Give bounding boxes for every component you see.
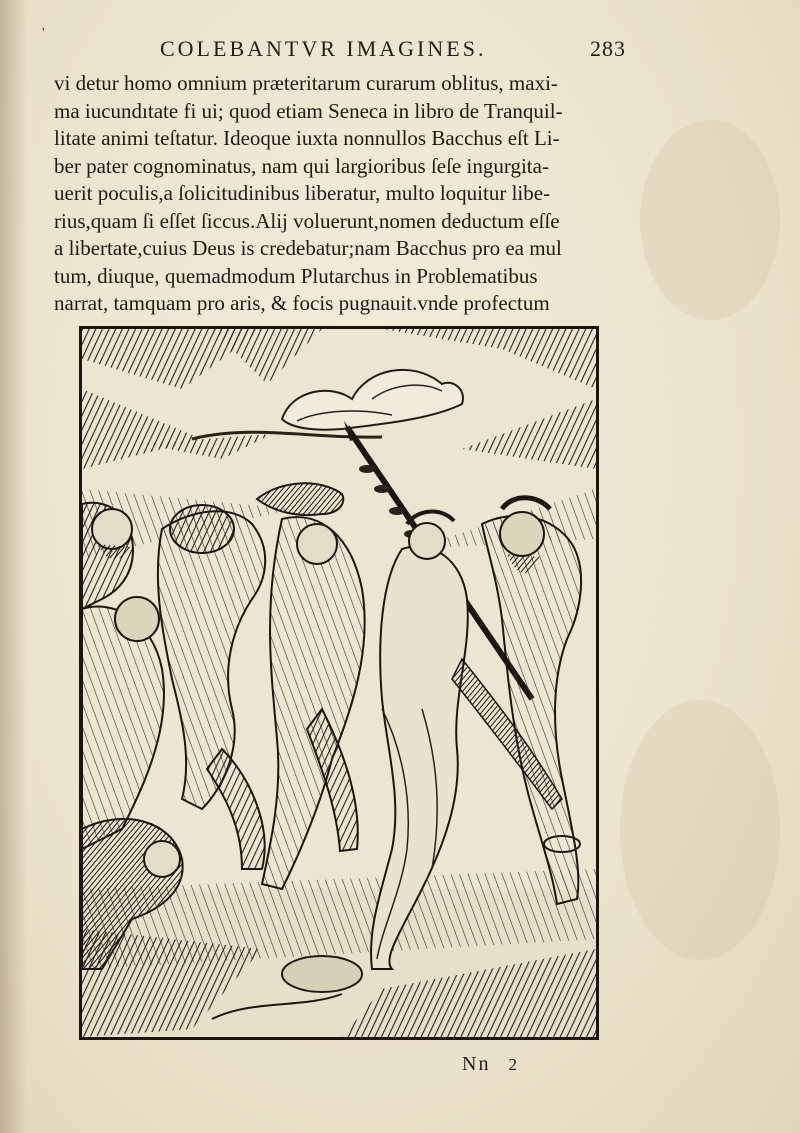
page-number: 283	[590, 36, 626, 61]
signature-number: 2	[508, 1055, 519, 1074]
signature-mark	[462, 1053, 519, 1076]
body-text	[54, 70, 634, 318]
text-line: ber pater cognominatus, nam qui largioribus ſeſe ingurgita-	[54, 153, 549, 178]
text-line: uerit poculis,a ſolicitudinibus liberatur, multo loquitur libe-	[54, 181, 551, 205]
paper-stain	[620, 700, 780, 960]
margin-mark: '	[42, 26, 45, 41]
signature-letters: Nn	[462, 1053, 491, 1075]
text-line: litate animi teſtatur. Ideoque iuxta nonnullos Bacchus eſt Li-	[54, 126, 560, 150]
page-gutter-shadow	[0, 0, 28, 1133]
paper-stain	[640, 120, 780, 320]
text-line: ma iucundıtate fi ui; quod etiam Seneca in libro de Tranquil-	[54, 98, 563, 123]
bacchanal-woodcut-icon	[82, 329, 596, 1037]
bacchanal-woodcut-illustration	[79, 326, 599, 1040]
text-line: vi detur homo omnium præteritarum curarum oblitus, maxi-	[54, 71, 558, 95]
running-head: COLEBANTVR IMAGINES.	[160, 36, 487, 61]
text-line: tum, diuque, quemadmodum Plutarchus in Problematibus	[54, 263, 538, 288]
text-line: narrat, tamquam pro aris, & focis pugnauit.vnde profectum	[54, 291, 550, 315]
text-line: rius,quam ſi eſſet ſiccus.Alij voluerunt,nomen deductum eſſe	[54, 208, 560, 233]
text-line: a libertate,cuius Deus is credebatur;nam Bacchus pro ea mul	[54, 236, 562, 260]
